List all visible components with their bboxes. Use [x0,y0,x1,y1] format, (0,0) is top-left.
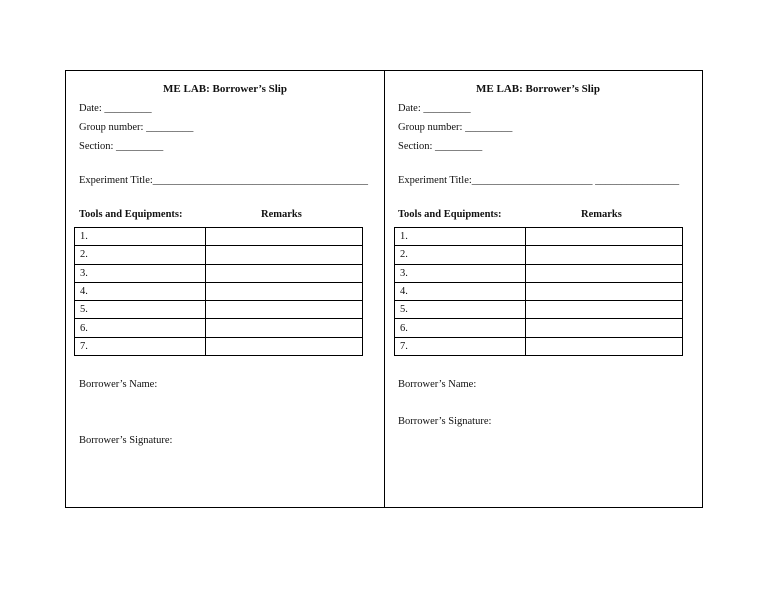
slip-left [66,71,384,507]
date-field[interactable]: Date: _________ [79,103,152,114]
remarks-cell[interactable] [206,301,363,319]
table-row [395,337,683,355]
table-row [75,301,363,319]
remarks-cell[interactable] [526,319,683,337]
table-row [395,282,683,300]
table-row [75,246,363,264]
tool-cell[interactable]: 7. [75,337,206,355]
experiment-title-field[interactable]: Experiment Title:_______________________ ________________ [398,175,680,186]
tools-header: Tools and Equipments: [79,209,183,220]
table-row [75,228,363,246]
borrower-name-field[interactable]: Borrower’s Name: [398,379,477,390]
remarks-cell[interactable] [526,282,683,300]
section-field[interactable]: Section: _________ [79,141,164,152]
table-row [395,246,683,264]
table-row [395,264,683,282]
tool-cell[interactable]: 2. [75,246,206,264]
tool-cell[interactable]: 6. [395,319,526,337]
borrower-name-field[interactable]: Borrower’s Name: [79,379,158,390]
table-row [75,319,363,337]
borrower-signature-field[interactable]: Borrower’s Signature: [79,435,173,446]
slip-title: ME LAB: Borrower’s Slip [476,83,600,95]
remarks-cell[interactable] [206,282,363,300]
remarks-cell[interactable] [206,337,363,355]
remarks-cell[interactable] [206,264,363,282]
table-row [395,301,683,319]
experiment-title-field[interactable]: Experiment Title:_________________________________________ [79,175,369,186]
tool-cell[interactable]: 3. [395,264,526,282]
tool-cell[interactable]: 1. [75,228,206,246]
table-row [75,264,363,282]
remarks-cell[interactable] [206,246,363,264]
slip-title: ME LAB: Borrower’s Slip [163,83,287,95]
tool-cell[interactable]: 5. [75,301,206,319]
remarks-cell[interactable] [526,301,683,319]
remarks-header: Remarks [581,209,622,220]
date-field[interactable]: Date: _________ [398,103,471,114]
remarks-cell[interactable] [526,264,683,282]
table-row [75,337,363,355]
tool-cell[interactable]: 2. [395,246,526,264]
tool-cell[interactable]: 6. [75,319,206,337]
tools-table [74,227,363,356]
remarks-cell[interactable] [526,228,683,246]
tool-cell[interactable]: 3. [75,264,206,282]
tool-cell[interactable]: 5. [395,301,526,319]
tool-cell[interactable]: 7. [395,337,526,355]
remarks-cell[interactable] [206,319,363,337]
group-number-field[interactable]: Group number: _________ [398,122,513,133]
table-row [75,282,363,300]
remarks-cell[interactable] [526,337,683,355]
remarks-header: Remarks [261,209,302,220]
borrower-signature-field[interactable]: Borrower’s Signature: [398,416,492,427]
remarks-cell[interactable] [526,246,683,264]
tools-header: Tools and Equipments: [398,209,502,220]
table-row [395,319,683,337]
slip-right [385,71,703,507]
tools-table [394,227,683,356]
group-number-field[interactable]: Group number: _________ [79,122,194,133]
borrowers-slip-sheet [65,70,703,508]
section-field[interactable]: Section: _________ [398,141,483,152]
tool-cell[interactable]: 4. [75,282,206,300]
tool-cell[interactable]: 4. [395,282,526,300]
tool-cell[interactable]: 1. [395,228,526,246]
table-row [395,228,683,246]
remarks-cell[interactable] [206,228,363,246]
